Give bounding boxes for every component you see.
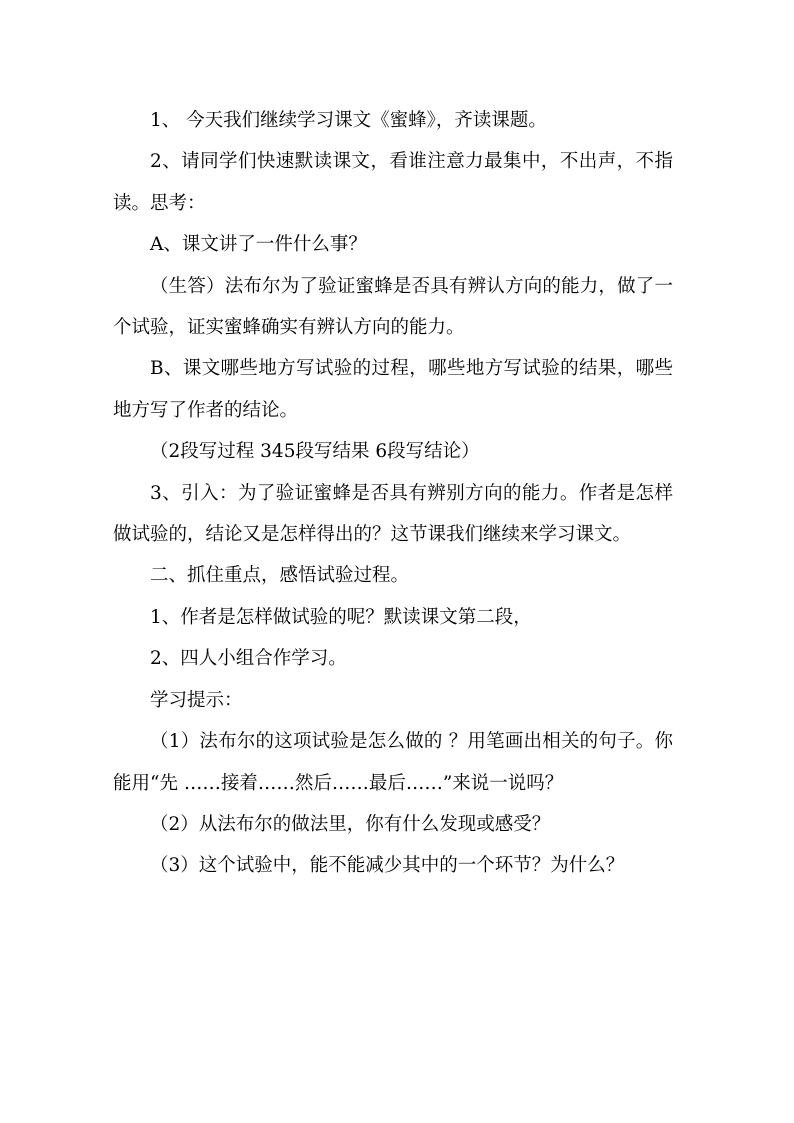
- paragraph-tip-3: （3）这个试验中，能不能减少其中的一个环节？为什么？: [150, 855, 625, 877]
- paragraph-silent-reading: 2、请同学们快速默读课文，看谁注意力最集中，不出声，不指读。思考：: [113, 151, 673, 214]
- paragraph-answer-b: （2段写过程 345段写结果 6段写结论）: [150, 441, 480, 463]
- paragraph-intro: 1、 今天我们继续学习课文《蜜蜂》，齐读课题。: [150, 110, 547, 131]
- paragraph-tip-2: （2）从法布尔的做法里，你有什么发现或感受？: [150, 813, 551, 835]
- paragraph-lead-in: 3、引入：为了验证蜜蜂是否具有辨别方向的能力。作者是怎样做试验的，结论又是怎样得出的？这节课我们继续来学习课文。: [113, 482, 673, 546]
- section-heading-two: 二、抓住重点，感悟试验过程。: [150, 565, 410, 587]
- document-body: [113, 100, 673, 887]
- paragraph-tip-1: （1）法布尔的这项试验是怎么做的 ？用笔画出相关的句子。你能用“先 ……接着……然后……最后……”来说一说吗？: [113, 731, 673, 794]
- paragraph-question-b: B、课文哪些地方写试验的过程，哪些地方写试验的结果，哪些地方写了作者的结论。: [113, 358, 673, 421]
- paragraph-question-a: A、课文讲了一件什么事？: [150, 234, 367, 256]
- paragraph-answer-a: （生答）法布尔为了验证蜜蜂是否具有辨认方向的能力，做了一个试验，证实蜜蜂确实有辨认方向的能力。: [113, 275, 673, 339]
- paragraph-study-tips: 学习提示：: [150, 689, 243, 711]
- paragraph-step-two: 2、四人小组合作学习。: [150, 648, 347, 670]
- paragraph-step-one: 1、作者是怎样做试验的呢？默读课文第二段，: [150, 606, 532, 628]
